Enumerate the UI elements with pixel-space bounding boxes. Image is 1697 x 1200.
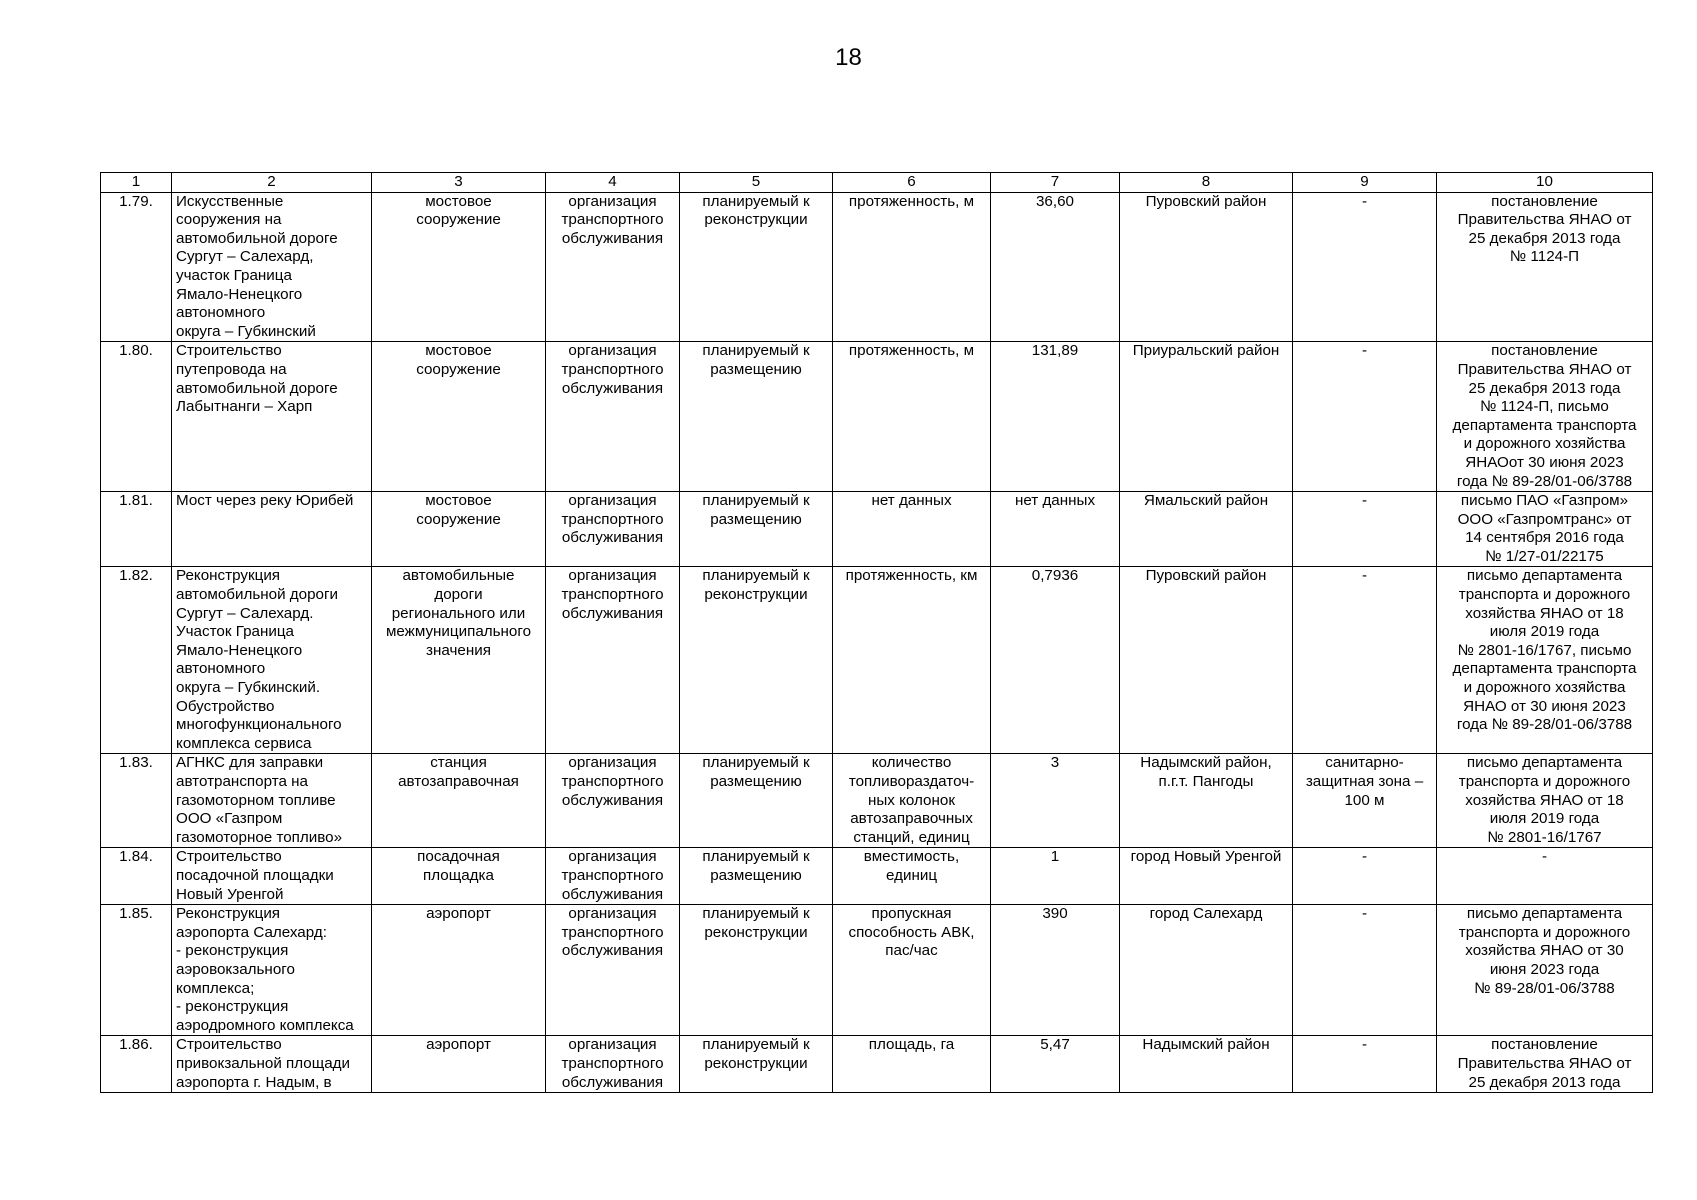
cell-name: Строительство привокзальной площади аэропорта г. Надым, в <box>172 1036 372 1093</box>
cell-location: город Новый Уренгой <box>1120 848 1293 905</box>
cell-purpose: организация транспортного обслуживания <box>546 192 680 342</box>
cell-type: автомобильные дороги регионального или межмуниципального значения <box>372 567 546 754</box>
objects-table <box>100 172 1653 1093</box>
cell-location: Приуральский район <box>1120 342 1293 492</box>
column-header: 3 <box>372 173 546 193</box>
cell-name: Строительство путепровода на автомобильной дороге Лабытнанги – Харп <box>172 342 372 492</box>
cell-purpose: организация транспортного обслуживания <box>546 848 680 905</box>
cell-status: планируемый к реконструкции <box>680 567 833 754</box>
table-row <box>101 192 1653 342</box>
cell-basis: письмо департамента транспорта и дорожного хозяйства ЯНАО от 30 июня 2023 года № 89-28/01-06/3788 <box>1437 905 1653 1036</box>
cell-basis: постановление Правительства ЯНАО от 25 декабря 2013 года <box>1437 1036 1653 1093</box>
column-header: 7 <box>991 173 1120 193</box>
cell-characteristic: пропускная способность АВК, пас/час <box>833 905 991 1036</box>
cell-type: мостовое сооружение <box>372 492 546 567</box>
cell-basis: письмо департамента транспорта и дорожного хозяйства ЯНАО от 18 июля 2019 года № 2801-16/1767 <box>1437 754 1653 848</box>
header-row <box>101 173 1653 193</box>
cell-location: город Салехард <box>1120 905 1293 1036</box>
cell-type: аэропорт <box>372 1036 546 1093</box>
table-row <box>101 754 1653 848</box>
cell-basis: постановление Правительства ЯНАО от 25 декабря 2013 года № 1124-П, письмо департамента транспорта и дорожного хозяйства ЯНАОот 30 июня 2023 года № 89-28/01-06/3788 <box>1437 342 1653 492</box>
cell-value: 0,7936 <box>991 567 1120 754</box>
cell-purpose: организация транспортного обслуживания <box>546 567 680 754</box>
cell-zone: санитарно- защитная зона – 100 м <box>1293 754 1437 848</box>
cell-purpose: организация транспортного обслуживания <box>546 1036 680 1093</box>
cell-location: Надымский район, п.г.т. Пангоды <box>1120 754 1293 848</box>
cell-name: Реконструкция аэропорта Салехард: - реконструкция аэровокзального комплекса; - реконструкция аэродромного комплекса <box>172 905 372 1036</box>
table-row <box>101 905 1653 1036</box>
cell-status: планируемый к реконструкции <box>680 905 833 1036</box>
cell-purpose: организация транспортного обслуживания <box>546 905 680 1036</box>
cell-value: 3 <box>991 754 1120 848</box>
cell-zone: - <box>1293 567 1437 754</box>
cell-value: 36,60 <box>991 192 1120 342</box>
cell-status: планируемый к размещению <box>680 754 833 848</box>
cell-basis: письмо департамента транспорта и дорожного хозяйства ЯНАО от 18 июля 2019 года № 2801-16/1767, письмо департамента транспорта и дорожного хозяйства ЯНАО от 30 июня 2023 года № 89-28/01-06/3788 <box>1437 567 1653 754</box>
cell-purpose: организация транспортного обслуживания <box>546 492 680 567</box>
cell-characteristic: площадь, га <box>833 1036 991 1093</box>
table-row <box>101 1036 1653 1093</box>
table-header <box>101 173 1653 193</box>
cell-status: планируемый к размещению <box>680 342 833 492</box>
column-header: 1 <box>101 173 172 193</box>
cell-location: Ямальский район <box>1120 492 1293 567</box>
cell-characteristic: количество топливораздаточ- ных колонок автозаправочных станций, единиц <box>833 754 991 848</box>
cell-type: станция автозаправочная <box>372 754 546 848</box>
cell-characteristic: протяженность, км <box>833 567 991 754</box>
cell-purpose: организация транспортного обслуживания <box>546 342 680 492</box>
cell-purpose: организация транспортного обслуживания <box>546 754 680 848</box>
table-row <box>101 342 1653 492</box>
cell-number: 1.84. <box>101 848 172 905</box>
column-header: 2 <box>172 173 372 193</box>
column-header: 8 <box>1120 173 1293 193</box>
cell-basis: - <box>1437 848 1653 905</box>
cell-zone: - <box>1293 192 1437 342</box>
cell-number: 1.86. <box>101 1036 172 1093</box>
cell-status: планируемый к реконструкции <box>680 192 833 342</box>
cell-value: нет данных <box>991 492 1120 567</box>
column-header: 10 <box>1437 173 1653 193</box>
cell-number: 1.83. <box>101 754 172 848</box>
table-row <box>101 492 1653 567</box>
cell-name: Строительство посадочной площадки Новый Уренгой <box>172 848 372 905</box>
table-body <box>101 192 1653 1093</box>
cell-zone: - <box>1293 342 1437 492</box>
cell-number: 1.79. <box>101 192 172 342</box>
cell-zone: - <box>1293 905 1437 1036</box>
cell-value: 5,47 <box>991 1036 1120 1093</box>
cell-location: Пуровский район <box>1120 567 1293 754</box>
column-header: 5 <box>680 173 833 193</box>
page-number: 18 <box>835 44 862 71</box>
cell-status: планируемый к размещению <box>680 848 833 905</box>
cell-status: планируемый к реконструкции <box>680 1036 833 1093</box>
cell-value: 390 <box>991 905 1120 1036</box>
cell-basis: постановление Правительства ЯНАО от 25 декабря 2013 года № 1124-П <box>1437 192 1653 342</box>
cell-characteristic: протяженность, м <box>833 192 991 342</box>
cell-value: 1 <box>991 848 1120 905</box>
cell-type: мостовое сооружение <box>372 192 546 342</box>
cell-name: АГНКС для заправки автотранспорта на газомоторном топливе ООО «Газпром газомоторное топливо» <box>172 754 372 848</box>
cell-type: посадочная площадка <box>372 848 546 905</box>
table-row <box>101 848 1653 905</box>
cell-zone: - <box>1293 492 1437 567</box>
cell-location: Пуровский район <box>1120 192 1293 342</box>
cell-characteristic: протяженность, м <box>833 342 991 492</box>
cell-characteristic: нет данных <box>833 492 991 567</box>
cell-type: аэропорт <box>372 905 546 1036</box>
cell-basis: письмо ПАО «Газпром» ООО «Газпромтранс» от 14 сентября 2016 года № 1/27-01/22175 <box>1437 492 1653 567</box>
cell-value: 131,89 <box>991 342 1120 492</box>
column-header: 4 <box>546 173 680 193</box>
column-header: 9 <box>1293 173 1437 193</box>
table-row <box>101 567 1653 754</box>
cell-type: мостовое сооружение <box>372 342 546 492</box>
cell-name: Искусственные сооружения на автомобильной дороге Сургут – Салехард, участок Граница Ямало-Ненецкого автономного округа – Губкинский <box>172 192 372 342</box>
column-header: 6 <box>833 173 991 193</box>
cell-characteristic: вместимость, единиц <box>833 848 991 905</box>
cell-zone: - <box>1293 848 1437 905</box>
cell-location: Надымский район <box>1120 1036 1293 1093</box>
cell-number: 1.82. <box>101 567 172 754</box>
cell-name: Мост через реку Юрибей <box>172 492 372 567</box>
cell-name: Реконструкция автомобильной дороги Сургут – Салехард. Участок Граница Ямало-Ненецкого автономного округа – Губкинский. Обустройство многофункционального комплекса сервиса <box>172 567 372 754</box>
cell-zone: - <box>1293 1036 1437 1093</box>
cell-number: 1.85. <box>101 905 172 1036</box>
cell-number: 1.81. <box>101 492 172 567</box>
cell-number: 1.80. <box>101 342 172 492</box>
cell-status: планируемый к размещению <box>680 492 833 567</box>
